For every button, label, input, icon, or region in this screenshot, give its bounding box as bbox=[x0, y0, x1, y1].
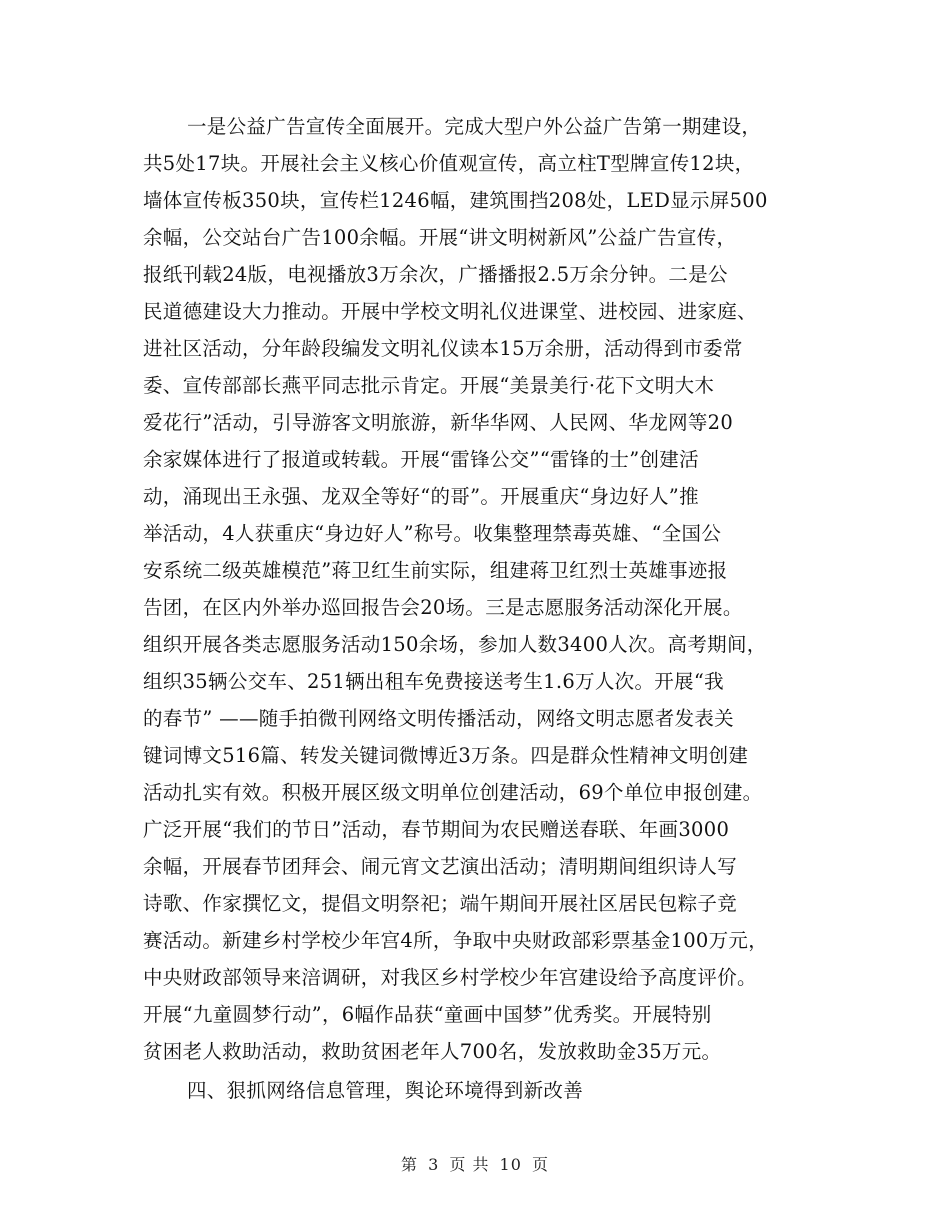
paragraph-line: 安系统二级英雄模范”蒋卫红生前实际，组建蒋卫红烈士英雄事迹报 bbox=[143, 559, 728, 582]
paragraph-line: 赛活动。新建乡村学校少年宫4所，争取中央财政部彩票基金100万元， bbox=[143, 929, 769, 952]
paragraph-line: 活动扎实有效。积极开展区级文明单位创建活动，69个单位申报创建。 bbox=[143, 781, 763, 804]
paragraph-line: 委、宣传部部长燕平同志批示肯定。开展“美景美行·花下文明大木 bbox=[143, 374, 715, 397]
paragraph-line: 开展“九童圆梦行动”，6幅作品获“童画中国梦”优秀奖。开展特别 bbox=[143, 1003, 712, 1026]
page-footer bbox=[0, 1152, 950, 1175]
paragraph-line: 中央财政部领导来涪调研，对我区乡村学校少年宫建设给予高度评价。 bbox=[143, 966, 757, 989]
page-label-suffix: 页 bbox=[532, 1155, 550, 1174]
total-pages-number: 10 bbox=[499, 1155, 522, 1174]
paragraph-line: 的春节” ——随手拍微刊网络文明传播活动，网络文明志愿者发表关 bbox=[143, 707, 734, 730]
paragraph-line: 余幅，公交站台广告100余幅。开展“讲文明树新风”公益广告宣传， bbox=[143, 226, 737, 249]
paragraph-line: 爱花行”活动，引导游客文明旅游，新华华网、人民网、华龙网等20 bbox=[143, 411, 734, 434]
paragraph-line: 余幅，开展春节团拜会、闹元宵文艺演出活动；清明期间组织诗人写 bbox=[143, 855, 738, 878]
page-label-middle: 页 共 bbox=[449, 1155, 490, 1174]
page-label-prefix: 第 bbox=[400, 1155, 418, 1174]
paragraph-line: 举活动，4人获重庆“身边好人”称号。收集整理禁毒英雄、“全国公 bbox=[143, 522, 722, 545]
paragraph-line: 民道德建设大力推动。开展中学校文明礼仪进课堂、进校园、进家庭、 bbox=[143, 300, 757, 323]
paragraph-line: 共5处17块。开展社会主义核心价值观宣传，高立柱T型牌宣传12块， bbox=[143, 152, 755, 175]
body-paragraph bbox=[143, 108, 813, 1070]
section-heading: 四、狠抓网络信息管理，舆论环境得到新改善 bbox=[187, 1079, 584, 1102]
paragraph-line: 组织开展各类志愿服务活动150余场，参加人数3400人次。高考期间， bbox=[143, 633, 767, 656]
paragraph-line: 报纸刊载24版，电视播放3万余次，广播播报2.5万余分钟。二是公 bbox=[143, 263, 728, 286]
paragraph-line: 键词博文516篇、转发关键词微博近3万条。四是群众性精神文明创建 bbox=[143, 744, 749, 767]
paragraph-line: 广泛开展“我们的节日”活动，春节期间为农民赠送春联、年画3000 bbox=[143, 818, 730, 841]
paragraph-line: 动，涌现出王永强、龙双全等好“的哥”。开展重庆“身边好人”推 bbox=[143, 485, 699, 508]
paragraph-line: 贫困老人救助活动，救助贫困老年人700名，发放救助金35万元。 bbox=[143, 1040, 722, 1063]
paragraph-line: 诗歌、作家撰忆文，提倡文明祭祀；端午期间开展社区居民包粽子竞 bbox=[143, 892, 738, 915]
paragraph-line: 一是公益广告宣传全面展开。完成大型户外公益广告第一期建设， bbox=[187, 115, 762, 138]
paragraph-line: 墙体宣传板350块，宣传栏1246幅，建筑围挡208处，LED显示屏500 bbox=[143, 189, 768, 212]
paragraph-line: 组织35辆公交车、251辆出租车免费接送考生1.6万人次。开展“我 bbox=[143, 670, 724, 693]
current-page-number: 3 bbox=[428, 1155, 440, 1174]
paragraph-line: 余家媒体进行了报道或转载。开展“雷锋公交”“雷锋的士”创建活 bbox=[143, 448, 699, 471]
paragraph-line: 进社区活动，分年龄段编发文明礼仪读本15万余册，活动得到市委常 bbox=[143, 337, 743, 360]
paragraph-line: 告团，在区内外举办巡回报告会20场。三是志愿服务活动深化开展。 bbox=[143, 596, 743, 619]
